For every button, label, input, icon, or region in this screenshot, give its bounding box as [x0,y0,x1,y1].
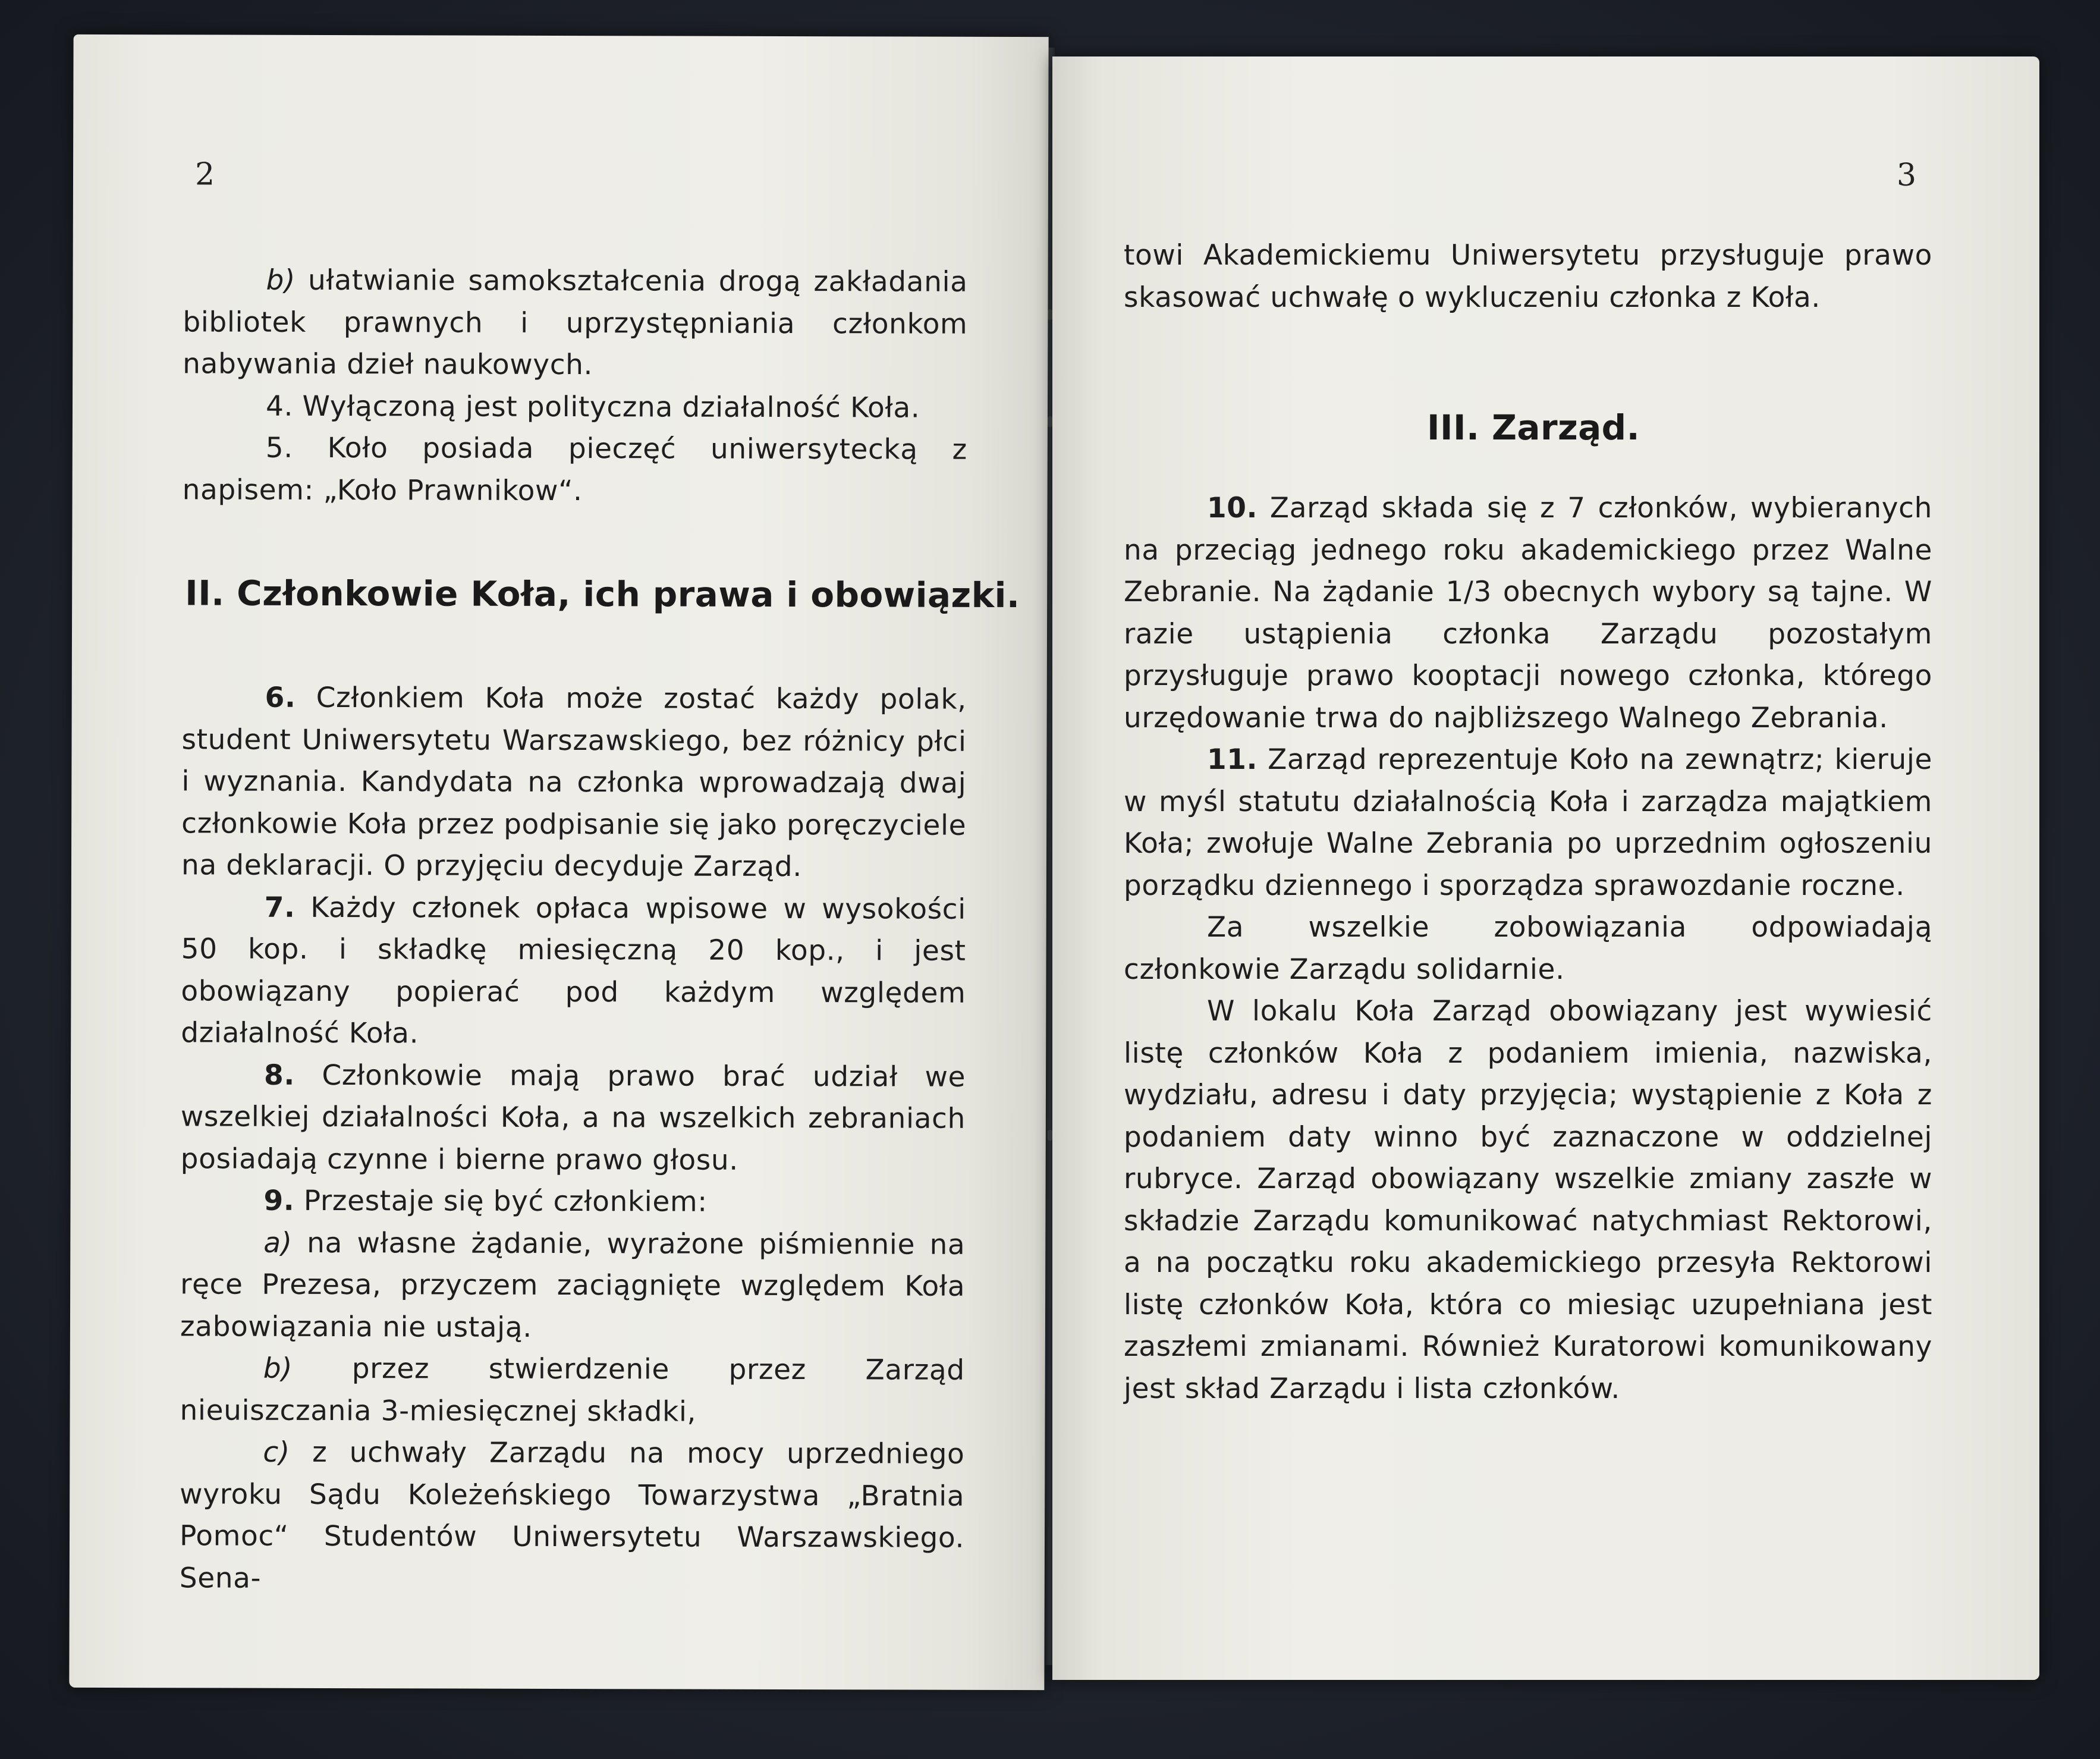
paragraph-prefix: b) [263,1352,293,1385]
paragraph-text: W lokalu Koła Zarząd obowiązany jest wywiesić listę członków Koła z podaniem imienia, nazwiska, wydziału, adresu i daty przyjęcia; wystąpienie z Koła z podaniem daty winno być zaznaczone w oddzielnej rubryce. Zarząd obowiązany wszelkie zmiany zaszłe w składzie Zarządu komunikować natychmiast Rektorowi, a na początku roku akademickiego przesyła Rektorowi listę członków Koła, która co miesiąc uzupełniana jest zaszłemi zmianami. Również Kuratorowi komunikowany jest skład Zarządu i lista członków. [1124,995,1932,1405]
paragraph [181,1054,966,1182]
paragraph [180,1431,965,1601]
paragraph [1124,488,1932,739]
paragraph [183,427,967,513]
left-bottom-text [180,677,967,1601]
paragraph [180,1347,964,1433]
binding-stitch [1048,309,1052,320]
section-heading: III. Zarząd. [1427,407,1640,448]
right-main-text [1124,488,1932,1410]
paragraph-prefix: 9. [263,1184,295,1217]
page-number: 2 [194,156,215,193]
paragraph [180,1222,966,1350]
paragraph-prefix: 4. [265,390,294,423]
paragraph-prefix: b) [266,263,296,297]
right-top-text [1124,235,1932,319]
paragraph-text: z uchwały Zarządu na mocy uprzedniego wyroku Sądu Koleżeńskiego Towarzystwa „Bratnia Pomoc“ Studentów Uniwersytetu Warszawskiego. Sena- [179,1436,965,1595]
left-top-text [183,259,968,513]
paragraph [1124,907,1932,991]
paragraph-text: na własne żądanie, wyrażone piśmiennie na ręce Prezesa, przyczem zaciągnięte względem Koła zabowiązania nie ustają. [180,1226,966,1344]
paragraph-text: Członkiem Koła może zostać każdy polak, student Uniwersytetu Warszawskiego, bez różnicy płci i wyznania. Kandydata na członka wprowadzają dwaj członkowie Koła przez podpisanie się jako poręczyciele na deklaracji. O przyjęciu decyduje Zarząd. [181,681,967,884]
paragraph-text: Za wszelkie zobowiązania odpowiadają członkowie Zarządu solidarnie. [1124,911,1932,986]
paragraph-prefix: a) [263,1226,293,1259]
paragraph-prefix: c) [263,1436,290,1469]
page-number: 3 [1897,158,1917,193]
paragraph [181,677,967,888]
paragraph [1124,991,1932,1410]
left-page [69,34,1048,1690]
paragraph [183,385,967,429]
section-heading: II. Członkowie Koła, ich prawa i obowiązki. [185,573,1020,616]
paragraph-prefix: 7. [264,891,295,924]
paragraph-prefix: 6. [265,681,296,714]
paragraph [180,1180,965,1224]
paragraph-text: Koło posiada pieczęć uniwersytecką z napisem: „Koło Prawnikow“. [182,431,967,507]
paragraph-text: Członkowie mają prawo brać udział we wszelkiej działalności Koła, a na wszelkich zebraniach posiadają czynne i bierne prawo głosu. [180,1058,966,1177]
paragraph-text: Przestaje się być członkiem: [294,1184,708,1218]
paragraph-text: Wyłączoną jest polityczna działalność Koła. [293,390,920,425]
paragraph-text: przez stwierdzenie przez Zarząd nieuiszczania 3-miesięcznej składki, [180,1352,965,1428]
paragraph-text: Zarząd reprezentuje Koło na zewnątrz; kieruje w myśl statutu działalnością Koła i zarządza majątkiem Koła; zwołuje Walne Zebrania po uprzednim ogłoszeniu porządku dziennego i sporządza sprawozdanie roczne. [1124,743,1932,902]
binding-stitch [1048,416,1052,427]
paragraph-prefix: 10. [1207,492,1258,524]
binding-stitch [1048,1130,1052,1141]
paragraph-prefix: 8. [263,1058,295,1092]
paragraph [1124,739,1932,907]
paragraph-text: Każdy członek opłaca wpisowe w wysokości 50 kop. i składkę miesięczną 20 kop., i jest obowiązany popierać pod każdym względem działalność Koła. [181,891,966,1050]
paragraph-prefix: 5. [265,431,293,464]
paragraph-prefix: 11. [1207,743,1258,776]
paragraph-text: ułatwianie samokształcenia drogą zakładania bibliotek prawnych i uprzystępniania członkom nabywania dzieł naukowych. [183,263,968,382]
paragraph: towi Akademickiemu Uniwersytetu przysługuje prawo skasować uchwałę o wykluczeniu członka z Koła. [1124,239,1932,314]
right-page [1052,56,2039,1680]
paragraph-text: Zarząd składa się z 7 członków, wybieranych na przeciąg jednego roku akademickiego przez Walne Zebranie. Na żądanie 1/3 obecnych wybory są tajne. W razie ustąpienia członka Zarządu pozostałym przysługuje prawo kooptacji nowego członka, którego urzędowanie trwa do najbliższego Walnego Zebrania. [1124,492,1932,734]
paragraph [181,887,966,1056]
paragraph [183,259,968,387]
